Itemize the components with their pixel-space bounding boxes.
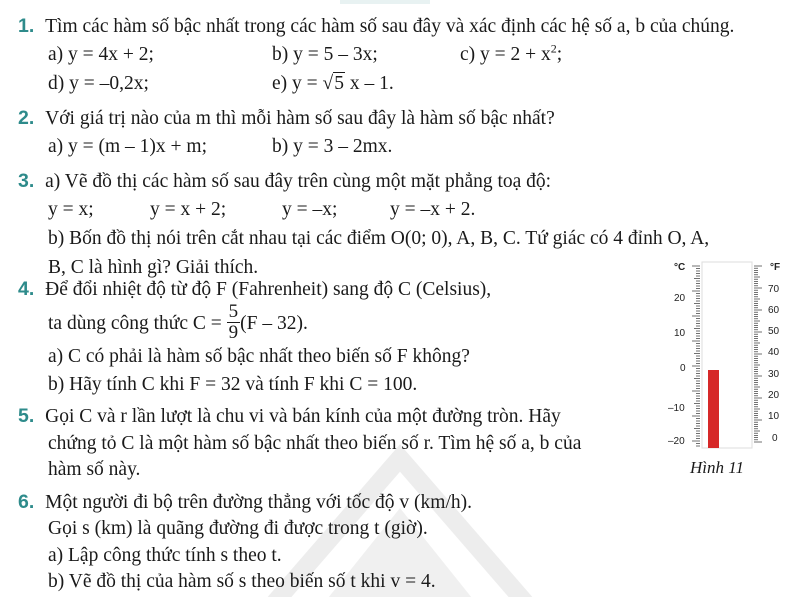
q1-option-a: a) y = 4x + 2; [48, 44, 154, 65]
q4-frac-denominator: 9 [228, 322, 239, 344]
q4-text [18, 277, 491, 302]
f-tick-50: 50 [768, 326, 780, 337]
q2-text [18, 106, 555, 131]
q2-option-a: a) y = (m – 1)x + m; [48, 136, 208, 157]
c-tick-10: 10 [674, 328, 686, 339]
f-tick-20: 20 [768, 390, 780, 401]
q4-formula-pre: ta dùng công thức C = [48, 313, 227, 334]
q6-number: 6. [18, 491, 35, 513]
q1-option-b: b) y = 5 – 3x; [272, 44, 378, 65]
q6-part-a: a) Lập công thức tính s theo t. [48, 545, 282, 566]
q1-e-pre: e) y = [272, 73, 323, 94]
q3-function-3: y = –x; [282, 199, 338, 220]
q6-part-b: b) Vẽ đồ thị của hàm số s theo biến số t khi v = 4. [48, 571, 436, 592]
q1-c-end: ; [556, 44, 563, 65]
q3-function-4: y = –x + 2. [390, 199, 476, 220]
f-tick-30: 30 [768, 369, 780, 380]
q3-part-b-line2: B, C là hình gì? Giải thích. [48, 257, 259, 278]
q5-prompt: Gọi C và r lần lượt là chu vi và bán kính của một đường tròn. Hãy [45, 406, 561, 427]
q3-prompt: a) Vẽ đồ thị các hàm số sau đây trên cùng một mặt phẳng toạ độ: [45, 171, 552, 192]
q6-text [18, 490, 472, 515]
q3-function-2: y = x + 2; [150, 199, 227, 220]
f-tick-0: 0 [772, 433, 778, 444]
q5-line3: hàm số này. [48, 459, 141, 480]
f-tick-70: 70 [768, 284, 780, 295]
q6-prompt: Một người đi bộ trên đường thẳng với tốc độ v (km/h). [45, 492, 473, 513]
f-tick-40: 40 [768, 347, 780, 358]
q3-function-1: y = x; [48, 199, 94, 220]
q1-c-exponent: 2 [550, 41, 557, 56]
mercury-column [708, 370, 719, 448]
f-tick-10: 10 [768, 411, 780, 422]
q4-frac-numerator: 5 [228, 301, 239, 323]
q1-number: 1. [18, 15, 35, 37]
q4-formula-post: (F – 32). [240, 313, 308, 334]
q1-option-e [272, 72, 394, 96]
q4-number: 4. [18, 278, 35, 300]
thermometer-figure [662, 258, 792, 458]
q4-fraction [227, 302, 241, 343]
f-tick-60: 60 [768, 305, 780, 316]
q5-line1 [18, 404, 561, 429]
c-tick-minus20: –20 [668, 436, 685, 447]
c-tick-minus10: –10 [668, 403, 685, 414]
q1-c-base: c) y = 2 + x [460, 44, 551, 65]
q4-part-a: a) C có phải là hàm số bậc nhất theo biến số F không? [48, 346, 470, 367]
q2-option-b: b) y = 3 – 2mx. [272, 136, 393, 157]
q3-text [18, 169, 551, 194]
q1-prompt: Tìm các hàm số bậc nhất trong các hàm số sau đây và xác định các hệ số a, b của chúng. [45, 16, 735, 37]
q4-formula [48, 302, 308, 346]
fahrenheit-scale [754, 266, 762, 442]
c-tick-0: 0 [680, 363, 686, 374]
q1-option-c [460, 43, 562, 67]
fahrenheit-unit-label: °F [770, 262, 781, 273]
header-banner-fragment [340, 0, 430, 4]
q1-option-d: d) y = –0,2x; [48, 73, 149, 94]
celsius-unit-label: °C [674, 262, 686, 273]
q2-number: 2. [18, 107, 35, 129]
q4-part-b: b) Hãy tính C khi F = 32 và tính F khi C = 100. [48, 374, 418, 395]
figure-caption: Hình 11 [690, 458, 744, 477]
celsius-scale [692, 266, 700, 446]
q1-text [18, 14, 734, 39]
q2-prompt: Với giá trị nào của m thì mỗi hàm số sau đây là hàm số bậc nhất? [45, 108, 555, 129]
q1-e-radicand: 5 [334, 73, 344, 94]
q1-e-post: x – 1. [344, 73, 394, 94]
sqrt-icon: √ [322, 73, 334, 94]
q5-line2: chứng tỏ C là một hàm số bậc nhất theo biến số r. Tìm hệ số a, b của [48, 433, 582, 454]
q4-prompt: Để đổi nhiệt độ từ độ F (Fahrenheit) sang độ C (Celsius), [45, 279, 492, 300]
c-tick-20: 20 [674, 293, 686, 304]
q5-number: 5. [18, 405, 35, 427]
q3-number: 3. [18, 170, 35, 192]
q6-line2: Gọi s (km) là quãng đường đi được trong t (giờ). [48, 518, 428, 539]
q3-part-b-line1: b) Bốn đồ thị nói trên cắt nhau tại các điểm O(0; 0), A, B, C. Tứ giác có 4 đỉnh O, A, [48, 228, 710, 249]
